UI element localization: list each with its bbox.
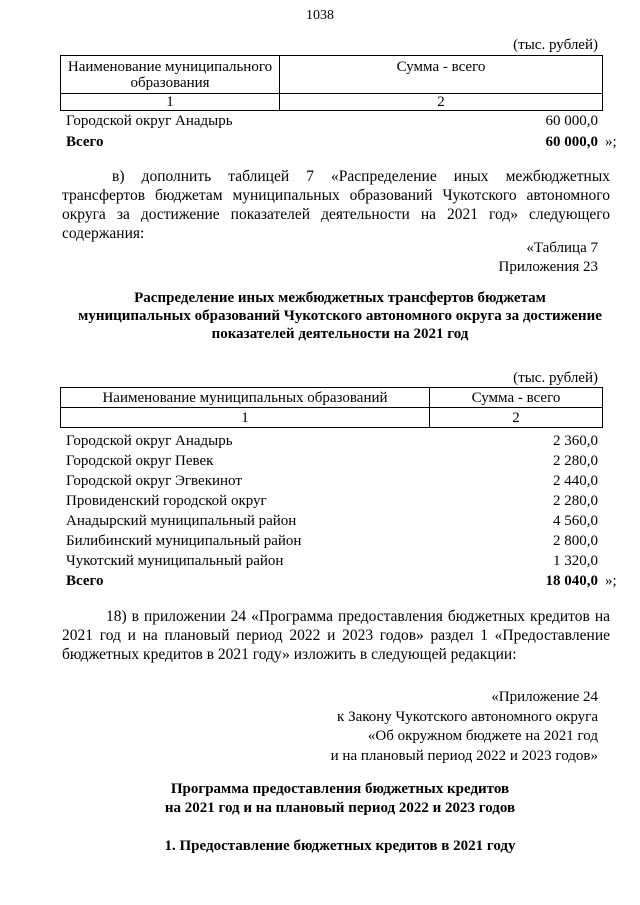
table7-title-line3: показателей деятельности на 2021 год — [211, 326, 469, 342]
table7-reference — [300, 239, 598, 277]
table7-row — [66, 511, 598, 531]
appendix-reference — [240, 688, 598, 766]
table7-ref-line1: «Таблица 7 — [526, 240, 598, 256]
program-title-line1: Программа предоставления бюджетных кредитов — [170, 781, 510, 797]
table6-header — [60, 55, 603, 111]
table7-row-value: 1 320,0 — [553, 553, 598, 569]
table7-row — [66, 431, 598, 451]
table6-header-sum: Сумма - всего — [280, 56, 603, 94]
table7-col2: 2 — [430, 408, 603, 428]
table6-row-value: 60 000,0 — [545, 113, 598, 129]
table6-row-name: Городской округ Анадырь — [66, 113, 233, 129]
table7-total-label: Всего — [66, 573, 104, 589]
table6-col2: 2 — [280, 94, 603, 111]
table7-title-line1: Распределение иных межбюджетных трансфертов бюджетам — [134, 290, 546, 306]
table6-total-label: Всего — [66, 134, 104, 150]
table7-col1: 1 — [61, 408, 430, 428]
table7-row-name: Городской округ Анадырь — [66, 433, 233, 449]
table7-row-name: Городской округ Певек — [66, 453, 214, 469]
table7-row-name: Анадырский муниципальный район — [66, 513, 297, 529]
table7-row-value: 4 560,0 — [553, 513, 598, 529]
appendix-ref-line4: и на плановый период 2022 и 2023 годов» — [330, 747, 598, 764]
table7-row — [66, 551, 598, 571]
paragraph-v: в) дополнить таблицей 7 «Распределение иных межбюджетных трансфертов бюджетам муниципальных образований Чукотского автономного округа за достижение показателей деятельности на 2021 год» следующего содержания: — [62, 168, 610, 242]
table7-row-value: 2 360,0 — [553, 433, 598, 449]
section-title: 1. Предоставление бюджетных кредитов в 2021 году — [164, 838, 516, 854]
table7-total-tail: »; — [605, 573, 617, 589]
table7-row — [66, 451, 598, 471]
table7-title-line2: муниципальных образований Чукотского автономного округа за достижение — [78, 308, 602, 324]
table7-title — [40, 289, 640, 343]
table7-total-value: 18 040,0 — [545, 573, 598, 589]
table7-header-sum: Сумма - всего — [430, 388, 603, 408]
table7-ref-line2: Приложения 23 — [498, 259, 598, 275]
table6-col1: 1 — [61, 94, 280, 111]
table7-row — [66, 531, 598, 551]
table7-total-row — [66, 571, 598, 591]
table6-total-row — [66, 132, 598, 152]
table6-header-name: Наименование муниципального образования — [61, 56, 280, 94]
appendix-ref-line1: «Приложение 24 — [491, 689, 598, 705]
program-title-line2: на 2021 год и на плановый период 2022 и 2023 годов — [164, 800, 516, 816]
program-title — [40, 780, 640, 818]
page-number: 1038 — [306, 8, 334, 23]
table6-row — [66, 111, 598, 131]
table7-units: (тыс. рублей) — [513, 370, 598, 386]
table7-row — [66, 471, 598, 491]
table7-row — [66, 491, 598, 511]
table7-row-name: Билибинский муниципальный район — [66, 533, 302, 549]
appendix-ref-line2: к Закону Чукотского автономного округа — [337, 708, 598, 725]
paragraph-18: 18) в приложении 24 «Программа предоставления бюджетных кредитов на 2021 год и на плановый период 2022 и 2023 годов» раздел 1 «Предоставление бюджетных кредитов в 2021 году» изложить в следующей редакции: — [62, 608, 610, 663]
table7-header-name: Наименование муниципальных образований — [61, 388, 430, 408]
appendix-ref-line3: «Об окружном бюджете на 2021 год — [367, 728, 598, 744]
table7-row-value: 2 440,0 — [553, 473, 598, 489]
table6-units: (тыс. рублей) — [513, 37, 598, 53]
table7-header — [60, 387, 603, 428]
table6-total-value: 60 000,0 — [545, 134, 598, 150]
table7-row-name: Чукотский муниципальный район — [66, 553, 284, 569]
table6-total-tail: »; — [605, 134, 617, 150]
table7-row-value: 2 280,0 — [553, 453, 598, 469]
table7-row-value: 2 800,0 — [553, 533, 598, 549]
table7-row-value: 2 280,0 — [553, 493, 598, 509]
table7-row-name: Городской округ Эгвекинот — [66, 473, 242, 489]
table7-row-name: Провиденский городской округ — [66, 493, 267, 509]
